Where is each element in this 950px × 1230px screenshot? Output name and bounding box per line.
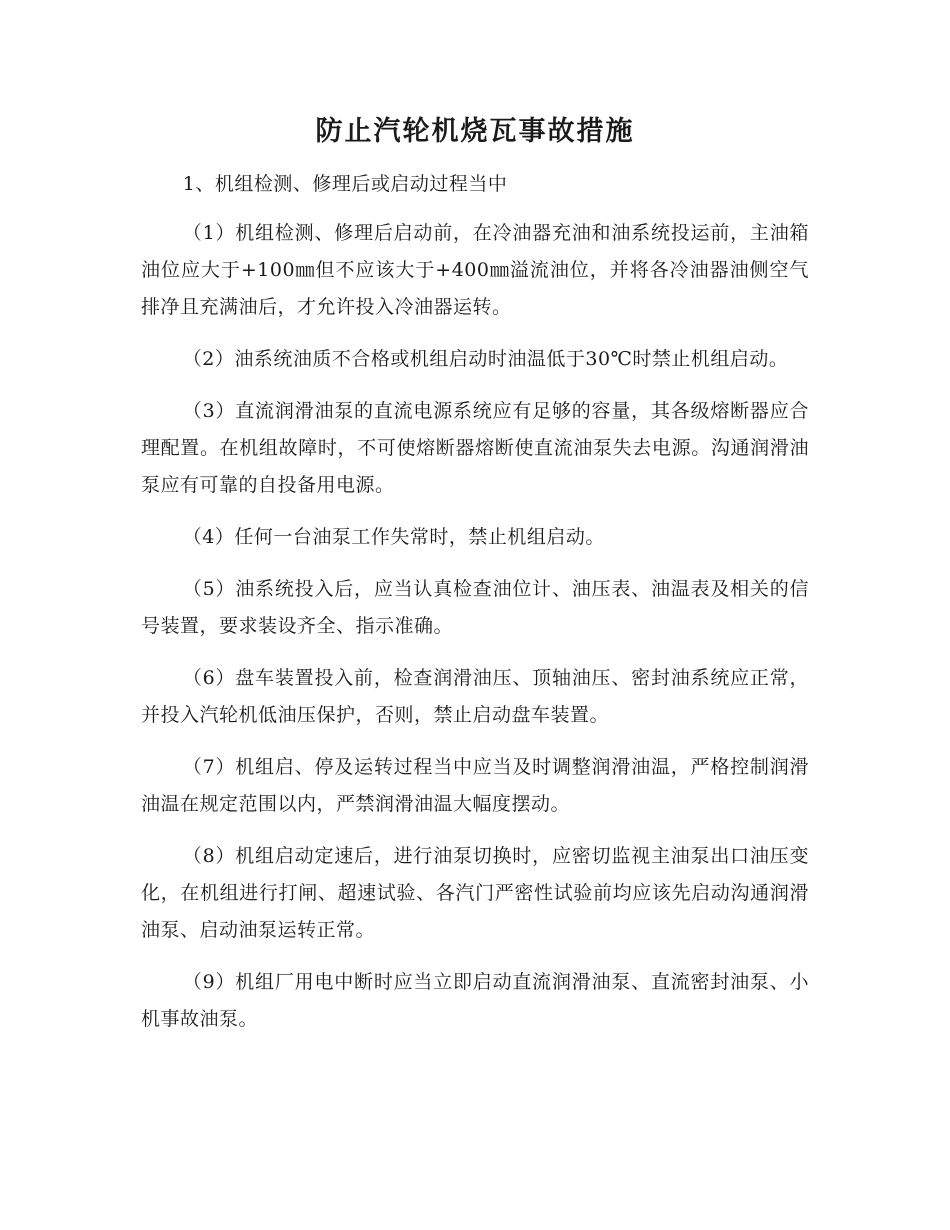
- paragraph-7: （7）机组启、停及运转过程当中应当及时调整润滑油温，严格控制润滑油温在规定范围以内，严禁润滑油温大幅度摆动。: [141, 756, 809, 815]
- paragraph-8: （8）机组启动定速后，进行油泵切换时，应密切监视主油泵出口油压变化，在机组进行打闸、超速试验、各汽门严密性试验前均应该先启动沟通润滑油泵、启动油泵运转正常。: [141, 845, 809, 941]
- paragraph-2: （2）油系统油质不合格或机组启动时油温低于30℃时禁止机组启动。: [182, 348, 789, 370]
- document-body: [141, 166, 809, 1053]
- paragraph-4: （4）任何一台油泵工作失常时，禁止机组启动。: [182, 526, 605, 548]
- document-title: 防止汽轮机烧瓦事故措施: [315, 116, 635, 147]
- paragraph-6: （6）盘车装置投入前，检查润滑油压、顶轴油压、密封油系统应正常，并投入汽轮机低油压保护，否则，禁止启动盘车装置。: [141, 667, 809, 726]
- paragraph-5: （5）油系统投入后，应当认真检查油位计、油压表、油温表及相关的信号装置，要求装设齐全、指示准确。: [141, 578, 809, 637]
- section-heading: 1、机组检测、修理后或启动过程当中: [182, 173, 508, 195]
- paragraph-9: （9）机组厂用电中断时应当立即启动直流润滑油泵、直流密封油泵、小机事故油泵。: [141, 971, 809, 1030]
- paragraph-1: （1）机组检测、修理后启动前，在冷油器充油和油系统投运前，主油箱油位应大于+100㎜但不应该大于+400㎜溢流油位，并将各冷油器油侧空气排净且充满油后，才允许投入冷油器运转。: [141, 222, 809, 318]
- paragraph-3: （3）直流润滑油泵的直流电源系统应有足够的容量，其各级熔断器应合理配置。在机组故障时，不可使熔断器熔断使直流油泵失去电源。沟通润滑油泵应有可靠的自投备用电源。: [141, 400, 809, 496]
